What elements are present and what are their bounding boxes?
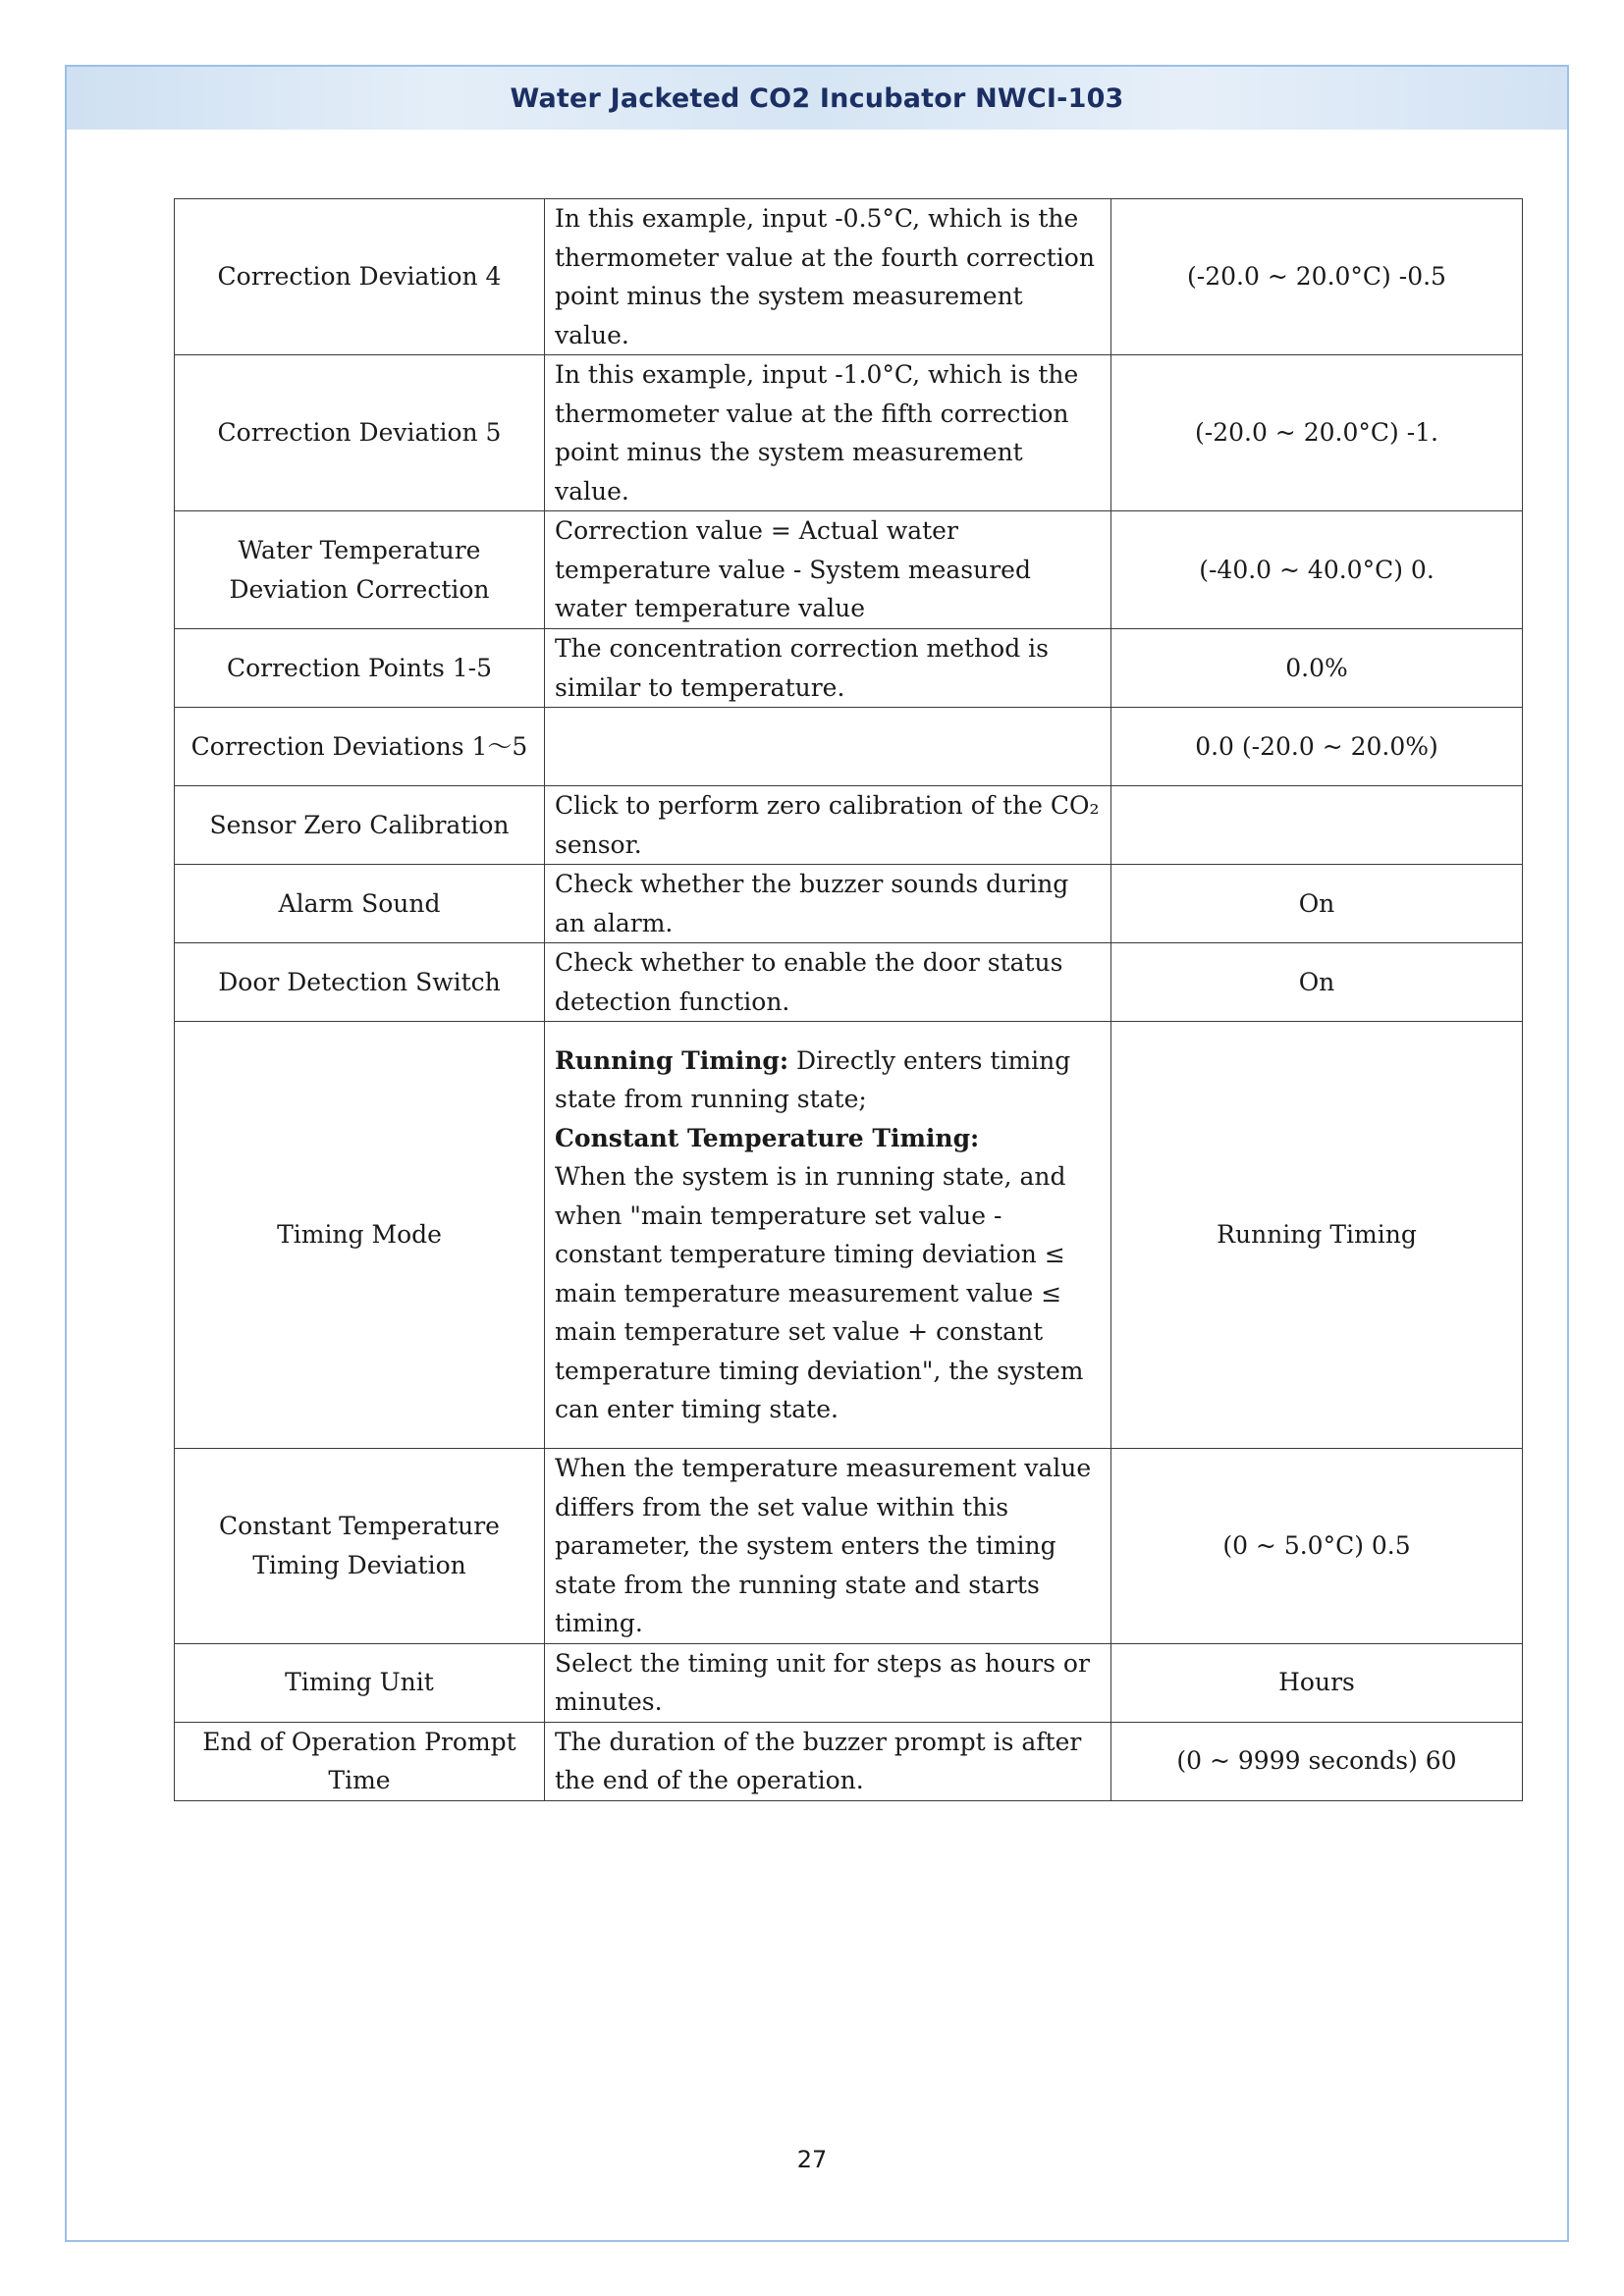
table-row [175, 1722, 1523, 1800]
table-row [175, 629, 1523, 708]
parameter-name: Timing Unit [175, 1643, 545, 1722]
parameter-description [545, 1022, 1111, 1449]
table-row [175, 943, 1523, 1022]
table-row [175, 511, 1523, 629]
parameter-name: Alarm Sound [175, 865, 545, 943]
parameter-name: Water Temperature Deviation Correction [175, 511, 545, 629]
table-row [175, 1022, 1523, 1449]
parameter-value: On [1111, 865, 1523, 943]
parameter-description [545, 708, 1111, 786]
document-header [67, 67, 1567, 130]
parameter-name: Correction Points 1-5 [175, 629, 545, 708]
table-row [175, 355, 1523, 511]
constant-timing-label: Constant Temperature Timing: [555, 1123, 980, 1152]
parameter-value: 0.0 (-20.0 ~ 20.0%) [1111, 708, 1523, 786]
parameter-value: On [1111, 943, 1523, 1022]
parameter-description: In this example, input -1.0°C, which is the thermometer value at the fifth correction point minus the system measurement value. [545, 355, 1111, 511]
parameter-description: Correction value = Actual water temperature value - System measured water temperature value [545, 511, 1111, 629]
table-row [175, 708, 1523, 786]
document-title: Water Jacketed CO2 Incubator NWCI-103 [510, 82, 1124, 114]
parameter-description: Check whether the buzzer sounds during an alarm. [545, 865, 1111, 943]
running-timing-label: Running Timing: [555, 1045, 789, 1075]
table-row [175, 1643, 1523, 1722]
table-row [175, 1449, 1523, 1644]
parameter-description: The concentration correction method is similar to temperature. [545, 629, 1111, 708]
parameter-name: Constant Temperature Timing Deviation [175, 1449, 545, 1644]
parameter-value: (-40.0 ~ 40.0°C) 0. [1111, 511, 1523, 629]
table-row [175, 199, 1523, 355]
parameter-name: Sensor Zero Calibration [175, 786, 545, 865]
parameter-name: Correction Deviation 4 [175, 199, 545, 355]
page-number: 27 [796, 2146, 828, 2173]
parameter-name: End of Operation Prompt Time [175, 1722, 545, 1800]
parameter-description: Check whether to enable the door status detection function. [545, 943, 1111, 1022]
parameter-description: In this example, input -0.5°C, which is the thermometer value at the fourth correction point minus the system measurement value. [545, 199, 1111, 355]
parameter-description: Select the timing unit for steps as hours or minutes. [545, 1643, 1111, 1722]
parameter-value: (0 ~ 5.0°C) 0.5 [1111, 1449, 1523, 1644]
parameter-table [174, 198, 1523, 1801]
parameter-name: Correction Deviation 5 [175, 355, 545, 511]
parameter-value: Hours [1111, 1643, 1523, 1722]
parameter-name: Correction Deviations 1～5 [175, 708, 545, 786]
parameter-value: (0 ~ 9999 seconds) 60 [1111, 1722, 1523, 1800]
table-row [175, 786, 1523, 865]
running-timing-text: Directly enters timing state from running state; [555, 1045, 1071, 1113]
parameter-description: When the temperature measurement value differs from the set value within this parameter, the system enters the timing state from the running state and starts timing. [545, 1449, 1111, 1644]
parameter-value: (-20.0 ~ 20.0°C) -0.5 [1111, 199, 1523, 355]
parameter-description: The duration of the buzzer prompt is after the end of the operation. [545, 1722, 1111, 1800]
parameter-name: Door Detection Switch [175, 943, 545, 1022]
parameter-name: Timing Mode [175, 1022, 545, 1449]
parameter-description: Click to perform zero calibration of the CO₂ sensor. [545, 786, 1111, 865]
parameter-value: Running Timing [1111, 1022, 1523, 1449]
constant-timing-text: When the system is in running state, and when "main temperature set value - constant temperature timing deviation ≤ main temperature measurement value ≤ main temperature set value + constant temperature timing deviation", the system can enter timing state. [555, 1162, 1084, 1423]
parameter-value: (-20.0 ~ 20.0°C) -1. [1111, 355, 1523, 511]
table-row [175, 865, 1523, 943]
parameter-value: 0.0% [1111, 629, 1523, 708]
parameter-value [1111, 786, 1523, 865]
